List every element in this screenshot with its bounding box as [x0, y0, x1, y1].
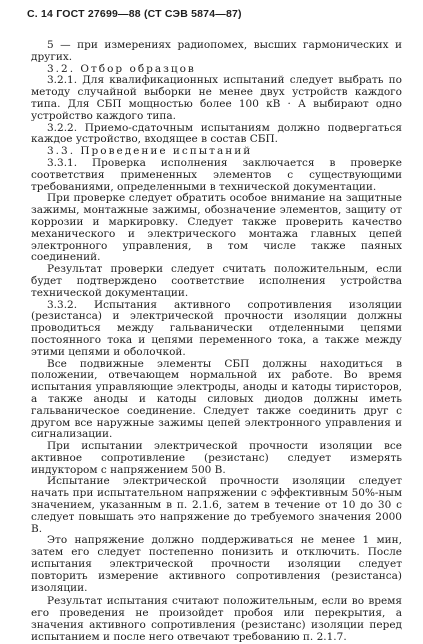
- paragraph-3-3-1: 3.3.1. Проверка исполнения заключается в проверке соответствия примененных элементов с существующими требованиями, определенными в технической документации.: [31, 156, 402, 193]
- section-heading-3-3: 3.3. Проведение испытаний: [47, 145, 253, 158]
- section-heading-3-2: 3.2. Отбор образцов: [47, 62, 196, 75]
- paragraph-1: 5 — при измерениях радиопомех, высших гармонических и других.: [31, 39, 402, 63]
- paragraph-3-2-1: 3.2.1. Для квалификационных испытаний следует выбрать по методу случайной выборки не менее двух устройств каждого типа. Для СБП мощностью более 100 кВ · А выбирают одно устройство каждого типа.: [31, 74, 402, 122]
- paragraph-inspection-result: Результат проверки следует считать положительным, если будет подтверждено соответствие исполнения устройства технической документации.: [31, 263, 402, 299]
- page-header: С. 14 ГОСТ 27699—88 (СТ СЭВ 5874—87): [27, 8, 242, 20]
- paragraph-strength-test: Испытание электрической прочности изоляции следует начать при испытательном напряжении с эффективным 50%-ным значением, указанным в п. 2.1.6, затем в течение от 10 до 30 с следует повышать это напряжение до требуемого значения 2000 В.: [31, 475, 402, 535]
- document-body: [31, 40, 402, 644]
- paragraph-inspection-attention: При проверке следует обратить особое внимание на защитные зажимы, монтажные зажимы, обозначение элементов, защиту от коррозии и маркировку. Следует также проверить качество механического и электрического монтажа главных цепей электронного управления, в том числе также паяных соединений.: [31, 192, 402, 264]
- paragraph-test-result: Результат испытания считают положительным, если во время его проведения не произойдет пробоя или перекрытия, а значения активного сопротивления (резистанс) изоляции перед испытанием и после него отвечают требованию п. 2.1.7.: [31, 595, 402, 643]
- paragraph-moving-elements: Все подвижные элементы СБП должны находиться в положении, отвечающем нормальной их работе. Во время испытания управляющие электроды, аноды и катоды тиристоров, а также аноды и катоды силовых диодов должны иметь гальваническое соединение. Следует также соединить друг с другом все наружные зажимы цепей электронного управления и сигнализации.: [31, 357, 402, 441]
- paragraph-3-3-2: 3.3.2. Испытания активного сопротивления изоляции (резистанса) и электрической прочности изоляции должны проводиться между гальванически отделенными цепями постоянного тока и цепями переменного тока, а также между этими цепями и оболочкой.: [31, 298, 402, 358]
- paragraph-3-2-2: 3.2.2. Приемо-сдаточным испытаниям должно подвергаться каждое устройство, входящее в состав СБП.: [31, 121, 402, 146]
- paragraph-voltage-hold: Это напряжение должно поддерживаться не менее 1 мин, затем его следует постепенно понизить и отключить. После испытания электрической прочности изоляции следует повторить измерение активного сопротивления (резистанса) изоляции.: [31, 534, 402, 594]
- paragraph-resistance-measurement: При испытании электрической прочности изоляции все активное сопротивление (резистанс) следует измерять индуктором с напряжением 500 В.: [31, 440, 402, 476]
